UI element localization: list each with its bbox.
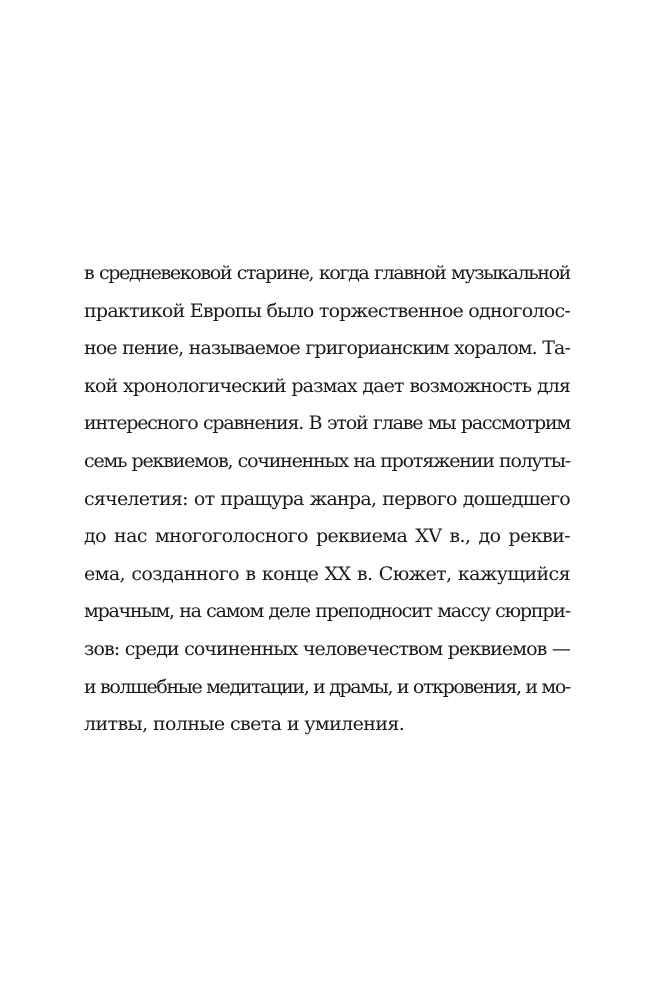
- text-line: зов: среди сочиненных человечеством реквиемов —: [84, 637, 570, 660]
- text-line: интересного сравнения. В этой главе мы рассмотрим: [84, 412, 570, 435]
- text-line-last: литвы, полные света и умиления.: [84, 713, 405, 736]
- text-line: до нас многоголосного реквиема XV в., до рекви-: [84, 525, 570, 548]
- text-line: мрачным, на самом деле преподносит массу сюрпри-: [84, 600, 570, 623]
- text-line: сячелетия: от пращура жанра, первого дошедшего: [84, 487, 570, 510]
- text-line: в средневековой старине, когда главной музыкальной: [84, 262, 570, 284]
- text-line: ное пение, называемое григорианским хоралом. Та-: [84, 337, 570, 360]
- body-paragraph: [84, 255, 570, 744]
- text-line: семь реквиемов, сочиненных на протяжении полуты-: [84, 449, 570, 472]
- text-line: кой хронологический размах дает возможность для: [84, 374, 570, 397]
- text-line: практикой Европы было торжественное одноголос-: [84, 299, 571, 322]
- text-line: и волшебные медитации, и драмы, и откровения, и мо-: [84, 675, 571, 698]
- text-line: ема, созданного в конце XX в. Сюжет, кажущийся: [84, 562, 570, 585]
